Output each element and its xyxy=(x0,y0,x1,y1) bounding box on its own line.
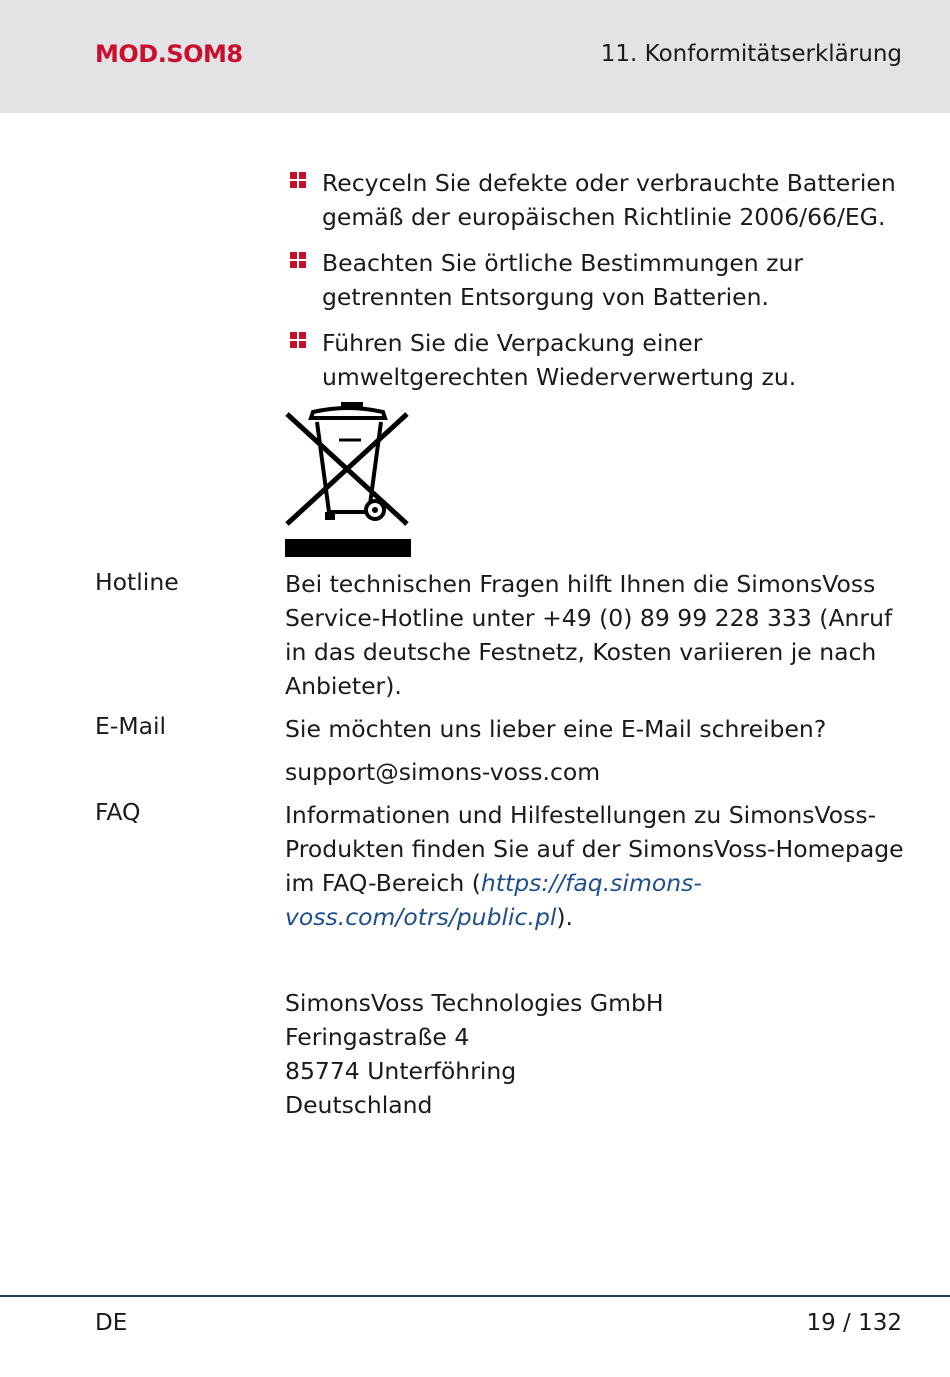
address-city: 85774 Unterföhring xyxy=(285,1057,517,1085)
list-item xyxy=(288,166,898,234)
email-address-link[interactable]: support@simons-voss.com xyxy=(285,758,601,786)
faq-link[interactable]: https://faq.simons-voss.com/otrs/public.pl xyxy=(285,869,702,931)
list-item-text: Beachten Sie örtliche Bestimmungen zur getrennten Entsorgung von Batterien. xyxy=(322,249,804,311)
crossed-out-wheelie-bin-icon xyxy=(285,400,411,558)
faq-text xyxy=(285,798,905,934)
email-label: E-Mail xyxy=(95,712,167,740)
hotline-label: Hotline xyxy=(95,568,179,596)
page-number: 19 / 132 xyxy=(806,1310,902,1336)
product-name: MOD.SOM8 xyxy=(95,40,243,68)
address-country: Deutschland xyxy=(285,1091,433,1119)
red-squares-bullet-icon xyxy=(290,252,306,268)
faq-text-before: Informationen und Hilfestellungen zu SimonsVoss-Produkten finden Sie auf der SimonsVoss-Homepage im FAQ-Bereich ( xyxy=(285,801,904,897)
footer-divider xyxy=(0,1295,950,1297)
page-header xyxy=(0,0,950,113)
list-item-text: Recyceln Sie defekte oder verbrauchte Batterien gemäß der europäischen Richtlinie 2006/66/EG. xyxy=(322,169,896,231)
email-text: Sie möchten uns lieber eine E-Mail schreiben? xyxy=(285,715,827,743)
disposal-instructions-list xyxy=(288,166,898,406)
faq-label: FAQ xyxy=(95,798,141,826)
red-squares-bullet-icon xyxy=(290,172,306,188)
footer-language: DE xyxy=(95,1310,128,1336)
list-item xyxy=(288,326,898,394)
faq-text-after: ). xyxy=(556,903,574,931)
company-address xyxy=(285,986,905,1122)
address-street: Feringastraße 4 xyxy=(285,1023,470,1051)
list-item xyxy=(288,246,898,314)
company-name: SimonsVoss Technologies GmbH xyxy=(285,989,664,1017)
hotline-text: Bei technischen Fragen hilft Ihnen die SimonsVoss Service-Hotline unter +49 (0) 89 99 228 333 (Anruf in das deutsche Festnetz, Kosten variieren je nach Anbieter). xyxy=(285,570,893,700)
red-squares-bullet-icon xyxy=(290,332,306,348)
list-item-text: Führen Sie die Verpackung einer umweltgerechten Wiederverwertung zu. xyxy=(322,329,797,391)
chapter-title: 11. Konformitätserklärung xyxy=(600,41,902,67)
